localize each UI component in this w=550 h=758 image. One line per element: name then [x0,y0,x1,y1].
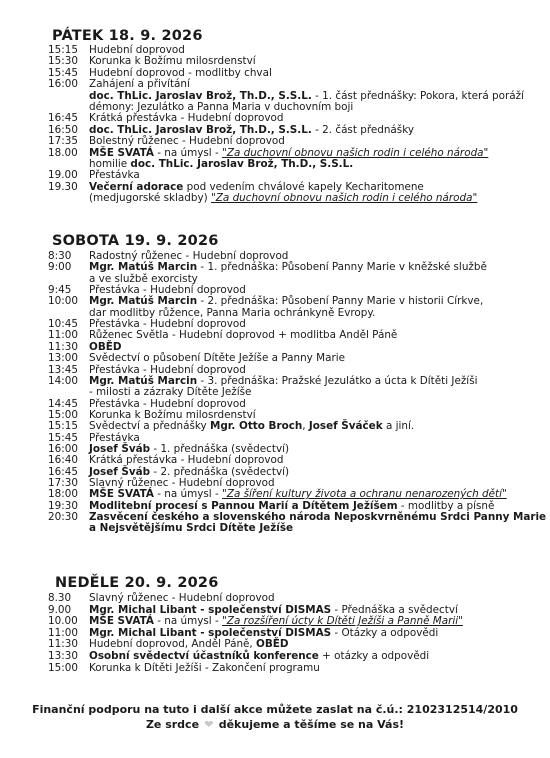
schedule-time: 16:00 [48,78,78,91]
schedule-description [89,375,517,398]
description-line [89,273,517,284]
text-segment: - milosti a zázraky Dítěte Ježíše [89,386,252,399]
text-segment: Zahájení a přivítání [89,78,190,91]
description-line [89,181,517,192]
schedule-time: 15:30 [48,55,78,68]
emphasis-text: Josef Šváb [89,442,151,455]
description-line [89,284,517,295]
description-line [89,627,517,639]
heart-icon: ❤ [204,718,214,731]
schedule-description [89,443,517,454]
schedule-description [89,181,517,204]
schedule-description [89,454,517,465]
description-line [89,89,524,102]
emphasis-text: Mgr. Matúš Marcin [89,374,198,387]
schedule-description [89,477,517,488]
schedule-row [48,364,518,375]
schedule-row [48,250,518,261]
schedule-time: 20:30 [48,511,78,524]
text-segment: Krátká přestávka - Hudební doprovod [89,454,284,467]
schedule-row [48,488,518,499]
description-line [89,615,517,627]
description-line [89,488,517,499]
schedule-time: 18.00 [48,146,78,159]
text-segment: Přestávka - Hudební doprovod [89,318,246,331]
schedule-row [48,500,518,511]
description-line [89,364,517,375]
schedule-row [48,124,518,135]
emphasis-text: Mgr. Michal Libant - společenství DISMAS [89,603,332,616]
day-title: PÁTEK 18. 9. 2026 [52,28,203,44]
emphasis-text: Josef Šváček [308,420,383,433]
emphasis-text: Mgr. Michal Libant - společenství DISMAS [89,626,332,639]
description-line [89,341,517,352]
schedule-description [89,318,517,329]
schedule-time: 10:45 [48,318,78,331]
description-line [89,432,517,443]
description-line [89,55,517,66]
schedule-time: 8:30 [48,250,72,262]
description-line [89,295,517,306]
description-line [89,318,517,329]
schedule-row [48,592,518,604]
schedule-time: 10.00 [48,615,78,628]
emphasis-text: Večerní adorace [89,180,184,193]
footer-thanks-before: Ze srdce [145,718,200,731]
schedule-time: 11:30 [48,340,78,353]
schedule-row [48,477,518,488]
emphasis-text: Zasvěcení českého a slovenského národa Neposkvrněnému Srdci Panny Marie [89,511,547,524]
description-line [89,250,517,261]
description-line [89,511,547,524]
schedule-row [48,284,518,295]
schedule-time: 14:45 [48,397,78,410]
schedule-time: 16:45 [48,465,78,478]
text-segment: (medjugorské skladby) [89,192,211,205]
schedule-description [89,500,517,511]
description-line [89,477,517,488]
text-segment: Slavný růženec - Hudební doprovod [89,477,275,489]
description-line [89,169,517,180]
description-line [89,522,517,533]
description-line [89,466,517,477]
schedule-time: 15:45 [48,431,78,444]
intention-text: "Za rozšíření úcty k Dítěti Ježíši a Panně Marii" [222,615,463,628]
schedule-time: 15:15 [48,420,78,433]
text-segment: Bolestný růženec - Hudební doprovod [89,135,285,148]
description-line [89,78,517,89]
description-line [89,44,517,55]
schedule-description [89,398,517,409]
text-segment: Radostný růženec - Hudební doprovod [89,250,289,262]
emphasis-text: doc. ThLic. Jaroslav Brož, Th.D., S.S.L. [89,89,312,102]
text-segment: Přestávka - Hudební doprovod [89,397,246,410]
description-line [89,662,517,674]
schedule-time: 13:45 [48,363,78,376]
description-line [89,329,517,340]
schedule-description [89,352,517,363]
intention-text: "Za šíření kultury života a ochranu nenarozených dětí" [222,488,507,501]
schedule-row [48,443,518,454]
schedule-row [48,169,518,180]
schedule-description [89,638,517,650]
description-line [89,352,517,363]
description-line [89,112,517,123]
description-line [89,158,517,169]
text-segment: - 3. přednáška: Pražské Jezulátko a úcta k Dítěti Ježíši [197,374,478,387]
schedule-row [48,375,518,398]
schedule-time: 15:00 [48,408,78,421]
emphasis-text: OBĚD [89,340,122,353]
schedule-row [48,420,518,431]
schedule-row [48,511,547,535]
text-segment: Slavný růženec - Hudební doprovod [89,592,275,604]
schedule-row [48,432,518,443]
schedule-description [89,627,517,639]
schedule-description [89,250,517,261]
text-segment: - na úmysl - [153,615,223,628]
schedule-time: 9:00 [48,261,72,274]
schedule-row [48,318,518,329]
schedule-time: 11:00 [48,626,78,639]
text-segment: démony: Jezulátko a Panna Maria v duchovním boji [89,100,354,113]
text-segment: - na úmysl - [153,488,223,501]
text-segment: Svědectví a přednášky [89,420,211,433]
schedule-row [48,466,518,477]
schedule-description [89,615,517,627]
text-segment: Korunka k Božímu milosrdenství [89,408,256,421]
schedule-time: 18:00 [48,488,78,501]
schedule-row [48,650,518,662]
description-line [89,261,517,272]
day-title: SOBOTA 19. 9. 2026 [52,233,219,249]
intention-text: "Za duchovní obnovu našich rodin i celého národa" [222,146,489,159]
text-segment: Přestávka [89,169,140,182]
emphasis-text: doc. ThLic. Jaroslav Brož, Th.D., S.S.L. [89,123,312,136]
schedule-description [89,169,517,180]
schedule-row [48,615,518,627]
emphasis-text: Josef Šváb [89,465,151,478]
schedule-time: 14:00 [48,374,78,387]
schedule-time: 8.30 [48,592,72,604]
description-line [89,101,517,112]
emphasis-text: OBĚD [256,638,289,651]
schedule-description [89,55,517,66]
text-segment: Přestávka - Hudební doprovod [89,363,246,376]
description-line [89,443,517,454]
schedule-time: 9.00 [48,603,72,616]
schedule-description [89,295,517,318]
schedule-time: 13:30 [48,650,78,662]
schedule-time: 16:50 [48,123,78,136]
description-line [89,192,517,203]
schedule-row [48,135,518,146]
schedule-time: 17:30 [48,477,78,489]
description-line [89,650,517,662]
footer-donation-line: Finanční podporu na tuto i další akce můžete zaslat na č.ú.: 2102312514/2010 [32,703,518,716]
schedule-description [89,420,517,431]
text-segment: - Otázky a odpovědi [331,626,439,639]
text-segment: Krátká přestávka - Hudební doprovod [89,112,284,125]
text-segment: - 1. přednáška (svědectví) [150,442,290,455]
intention-text: "Za duchovní obnovu našich rodin i celého národa" [211,192,478,205]
emphasis-text: MŠE SVATÁ [89,615,154,628]
description-line [89,409,517,420]
footer-thanks-after: děkujeme a těšíme se na Vás! [218,718,405,731]
schedule-time: 15:00 [48,661,78,674]
description-line [89,375,517,386]
schedule-time: 15:15 [48,44,78,56]
schedule-description [89,341,517,352]
description-line [89,124,517,135]
schedule-time: 16:45 [48,112,78,125]
schedule-time: 15:45 [48,66,78,79]
schedule-row [48,604,518,616]
schedule-time: 11:30 [48,638,78,651]
description-line [89,67,517,78]
text-segment: - modlitby a písně [397,499,495,512]
schedule-row [48,627,518,639]
text-segment: Korunka k Božímu milosrdenství [89,55,256,68]
description-line [89,604,517,616]
text-segment: - 1. přednáška: Působení Panny Marie v kněžské službě [197,261,487,274]
emphasis-text: Mgr. Matúš Marcin [89,295,198,308]
text-segment: pod vedením chválové kapely Kecharitomene [183,180,424,193]
schedule-row [48,295,518,318]
text-segment: a jiní. [382,420,415,433]
emphasis-text: a Nejsvětějšímu Srdci Dítěte Ježíše [89,522,294,535]
emphasis-text: Mgr. Otto Broch [210,420,303,433]
schedule-description [89,432,517,443]
text-segment: , [302,420,309,433]
text-segment: Svědectví o působení Dítěte Ježíše a Panny Marie [89,352,346,365]
text-segment: dar modlitby růžence, Panna Maria ochránkyně Evropy. [89,306,376,319]
footer-thanks-line [0,718,550,731]
description-line [89,386,517,397]
description-line [89,398,517,409]
schedule-description [89,112,517,123]
description-line [89,454,517,465]
text-segment: Hudební doprovod - modlitby chval [89,66,272,79]
schedule-description [89,662,517,674]
text-segment: - na úmysl - [153,146,223,159]
description-line [89,135,517,146]
schedule-description [89,44,517,55]
schedule-row [48,454,518,465]
description-line [89,307,517,318]
text-segment: Růženec Světla - Hudební doprovod + modlitba Anděl Páně [89,329,398,342]
schedule-time: 16:00 [48,442,78,455]
description-line [89,420,517,431]
schedule-time: 19:30 [48,499,78,512]
schedule-row [48,341,518,352]
schedule-row [48,147,518,170]
schedule-description [89,67,517,78]
schedule-row [48,261,518,284]
text-segment: + otázky a odpovědi [318,650,430,662]
schedule-time: 16:40 [48,454,78,467]
text-segment: Hudební doprovod [89,44,185,56]
schedule-description [89,329,517,340]
day-title: NEDĚLE 20. 9. 2026 [55,575,219,591]
text-segment: - 2. část přednášky [311,123,415,136]
schedule-row [48,44,518,55]
schedule-description [89,284,517,295]
schedule-row [48,181,518,204]
description-line [89,147,517,158]
text-segment: Hudební doprovod, Anděl Páně, [89,638,257,651]
schedule-row [48,409,518,420]
emphasis-text: MŠE SVATÁ [89,488,154,501]
schedule-row [48,112,518,123]
schedule-row [48,55,518,66]
schedule-time: 17:35 [48,135,78,148]
schedule-time: 9:45 [48,284,72,297]
schedule-row [48,67,518,78]
schedule-row [48,78,524,113]
schedule-description [89,135,517,146]
schedule-row [48,329,518,340]
text-segment: a ve službě exorcisty [89,272,198,285]
schedule-description [89,488,517,499]
description-line [89,638,517,650]
emphasis-text: Osobní svědectví účastníků konference [89,650,319,662]
text-segment: - Přednáška a svědectví [331,603,458,616]
schedule-time: 19.30 [48,180,78,193]
schedule-time: 11:00 [48,329,78,342]
text-segment: - 2. přednáška: Působení Panny Marie v historii Církve, [197,295,484,308]
emphasis-text: MŠE SVATÁ [89,146,154,159]
schedule-description [89,147,517,170]
schedule-description [89,511,547,535]
schedule-description [89,592,517,604]
schedule-description [89,650,517,662]
schedule-description [89,604,517,616]
text-segment: Přestávka [89,431,140,444]
description-line [89,500,517,511]
schedule-description [89,78,524,113]
emphasis-text: Modlitební procesí s Pannou Marií a Dítětem Ježíšem [89,499,398,512]
emphasis-text: doc. ThLic. Jaroslav Brož, Th.D., S.S.L. [130,157,354,170]
emphasis-text: Mgr. Matúš Marcin [89,261,198,274]
text-segment: - 2. přednáška (svědectví) [150,465,290,478]
schedule-description [89,124,517,135]
schedule-time: 13:00 [48,352,78,365]
schedule-description [89,261,517,284]
text-segment: - 1. část přednášky: Pokora, která poráží [311,89,524,102]
schedule-description [89,466,517,477]
text-segment: Korunka k Dítěti Ježíši - Zakončení programu [89,661,320,674]
description-line [89,592,517,604]
schedule-row [48,662,518,674]
schedule-row [48,352,518,363]
schedule-time: 10:00 [48,295,78,308]
schedule-row [48,398,518,409]
schedule-description [89,364,517,375]
text-segment: Přestávka - Hudební doprovod [89,284,246,297]
text-segment: homilie [89,157,131,170]
schedule-row [48,638,518,650]
schedule-time: 19.00 [48,169,78,182]
schedule-description [89,409,517,420]
